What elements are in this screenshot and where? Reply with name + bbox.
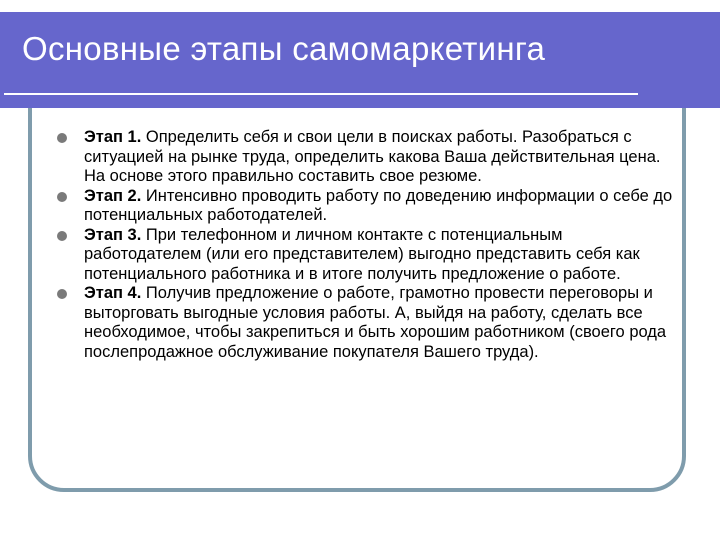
bullet-icon [57,133,67,143]
stage-text: Интенсивно проводить работу по доведению информации о себе до потенциальных работодателей. [84,186,673,224]
stage-label: Этап 2. [84,186,142,205]
slide-title: Основные этапы самомаркетинга [22,30,546,67]
bullet-list [56,128,676,362]
list-item [56,128,676,187]
stage-text: Получив предложение о работе, грамотно провести переговоры и выторговать выгодные условия работы. А, выйдя на работу, сделать все необходимое, чтобы закрепиться и быть хорошим работником (своего рода послепродажное обслуживание покупателя Вашего труда). [84,284,667,361]
stage-label: Этап 3. [84,225,142,244]
list-item [56,187,676,226]
stage-label: Этап 1. [84,128,142,146]
title-bar-corner [660,12,720,108]
bullet-icon [57,231,67,241]
stage-text: При телефонном и личном контакте с потенциальным работодателем (или его представителем) выгодно представить себя как потенциального работника и в итоге получить предложение о работе. [84,225,640,283]
stage-label: Этап 4. [84,284,142,302]
bullet-icon [57,192,67,202]
list-item [56,284,676,362]
bullet-icon [57,289,67,299]
title-underline [4,93,638,95]
stage-text: Определить себя и свои цели в поисках работы. Разобраться с ситуацией на рынке труда, определить какова Ваша действительная цена. На основе этого правильно составить свое резюме. [84,128,661,185]
list-item [56,226,676,285]
